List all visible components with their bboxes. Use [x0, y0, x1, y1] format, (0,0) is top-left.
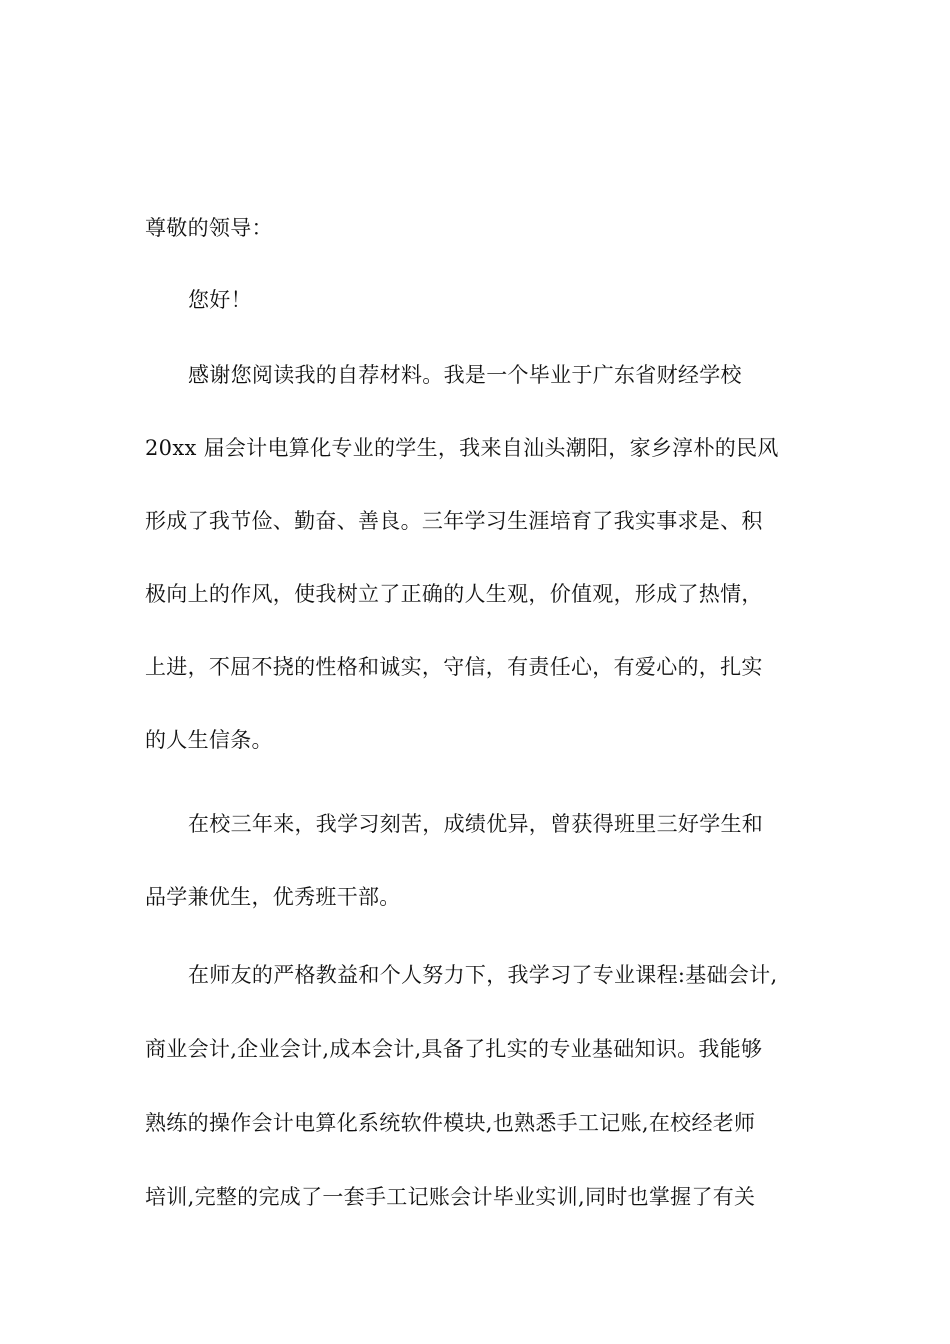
paragraph-line: 商业会计,企业会计,成本会计,具备了扎实的专业基础知识。我能够 — [145, 1037, 763, 1061]
paragraph-line: 品学兼优生，优秀班干部。 — [145, 885, 401, 909]
paragraph-line: 极向上的作风，使我树立了正确的人生观，价值观，形成了热情， — [145, 582, 763, 606]
paragraph-line: 20xx 届会计电算化专业的学生，我来自汕头潮阳，家乡淳朴的民风 — [145, 436, 779, 460]
paragraph-line: 的人生信条。 — [145, 728, 273, 752]
paragraph-line: 培训,完整的完成了一套手工记账会计毕业实训,同时也掌握了有关 — [145, 1185, 756, 1209]
paragraph-line: 熟练的操作会计电算化系统软件模块,也熟悉手工记账,在校经老师 — [145, 1111, 756, 1135]
paragraph-line: 感谢您阅读我的自荐材料。我是一个毕业于广东省财经学校 — [188, 363, 742, 387]
paragraph-line: 上进，不屈不挠的性格和诚实，守信，有责任心，有爱心的，扎实 — [145, 655, 763, 679]
greeting: 您好！ — [188, 288, 252, 312]
paragraph-line: 在师友的严格教益和个人努力下，我学习了专业课程:基础会计, — [188, 963, 778, 987]
paragraph-line: 形成了我节俭、勤奋、善良。三年学习生涯培育了我实事求是、积 — [145, 509, 763, 533]
paragraph-line: 在校三年来，我学习刻苦，成绩优异，曾获得班里三好学生和 — [188, 812, 764, 836]
salutation: 尊敬的领导： — [145, 216, 273, 240]
